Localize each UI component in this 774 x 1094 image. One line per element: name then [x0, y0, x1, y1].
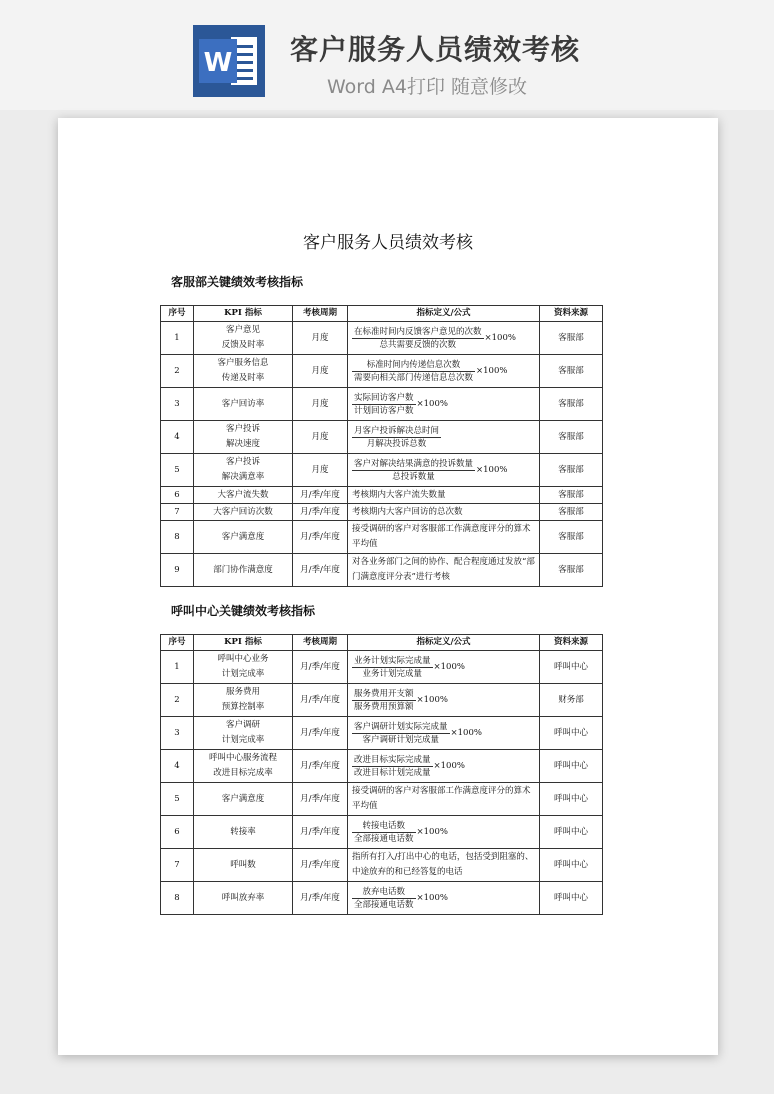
- definition: [348, 454, 540, 487]
- data-source: 客服部: [540, 521, 603, 554]
- multiplier: ×100%: [476, 366, 508, 376]
- kpi-name: [194, 882, 293, 915]
- data-source: 财务部: [540, 684, 603, 717]
- formula: [352, 458, 507, 483]
- definition: [348, 355, 540, 388]
- kpi-name: [194, 487, 293, 504]
- table-row: [161, 816, 603, 849]
- data-source: 呼叫中心: [540, 849, 603, 882]
- table-row: [161, 504, 603, 521]
- kpi-name-line: 改进目标完成率: [213, 768, 273, 778]
- numerator: 实际回访客户数: [354, 393, 414, 403]
- section-title-call-center: 呼叫中心关键绩效考核指标: [171, 604, 316, 618]
- kpi-name-line: 转接率: [230, 826, 256, 837]
- kpi-name-line: 客户调研: [225, 720, 260, 730]
- data-source: 客服部: [540, 554, 603, 587]
- row-number: 9: [161, 554, 194, 587]
- multiplier: ×100%: [433, 662, 465, 672]
- data-source: 呼叫中心: [540, 783, 603, 816]
- kpi-name: [194, 717, 293, 750]
- row-number: 7: [161, 504, 194, 521]
- review-period: 月/季/年度: [293, 816, 348, 849]
- multiplier: ×100%: [484, 333, 516, 343]
- numerator: 服务费用开支额: [354, 689, 414, 699]
- numerator: 客户对解决结果满意的投诉数量: [354, 459, 474, 469]
- review-period: 月度: [293, 355, 348, 388]
- numerator: 客户调研计划实际完成量: [354, 722, 448, 732]
- header-no: 序号: [161, 635, 194, 651]
- kpi-name-line: 解决满意率: [221, 472, 265, 482]
- data-source: 客服部: [540, 421, 603, 454]
- kpi-name-line: 呼叫中心服务流程: [208, 753, 277, 763]
- denominator: 全部接通电话数: [354, 834, 414, 844]
- numerator: 改进目标实际完成量: [354, 755, 431, 765]
- formula: [352, 721, 482, 746]
- denominator: 需要向相关部门传递信息总次数: [354, 373, 474, 383]
- data-source: 客服部: [540, 322, 603, 355]
- row-number: 3: [161, 388, 194, 421]
- kpi-name-line: 部门协作满意度: [213, 564, 273, 575]
- numerator: 在标准时间内反馈客户意见的次数: [354, 327, 482, 337]
- review-period: 月度: [293, 322, 348, 355]
- denominator: 总投诉数量: [392, 472, 435, 482]
- kpi-name: [194, 454, 293, 487]
- definition: 指所有打入/打出中心的电话，包括受到阻塞的、中途放弃的和已经答复的电话: [348, 849, 540, 882]
- header-kpi: KPI 指标: [194, 635, 293, 651]
- multiplier: ×100%: [450, 728, 482, 738]
- formula: [352, 820, 448, 845]
- document-title: 客户服务人员绩效考核: [303, 233, 473, 253]
- formula: [352, 326, 516, 351]
- header-definition: 指标定义/公式: [348, 635, 540, 651]
- formula: [352, 392, 448, 417]
- row-number: 1: [161, 651, 194, 684]
- row-number: 6: [161, 816, 194, 849]
- kpi-name: [194, 421, 293, 454]
- kpi-name-line: 大客户回访次数: [213, 506, 273, 517]
- fraction: [352, 721, 450, 746]
- definition: [348, 750, 540, 783]
- header-kpi: KPI 指标: [194, 306, 293, 322]
- kpi-table-call-center: [160, 634, 603, 915]
- row-number: 8: [161, 882, 194, 915]
- kpi-name: [194, 355, 293, 388]
- row-number: 2: [161, 684, 194, 717]
- kpi-name-line: 客户满意度: [221, 793, 265, 804]
- row-number: 1: [161, 322, 194, 355]
- banner-subtitle: Word A4打印 随意修改: [327, 76, 528, 98]
- kpi-name: [194, 554, 293, 587]
- kpi-name: [194, 504, 293, 521]
- data-source: 客服部: [540, 504, 603, 521]
- fraction: [352, 754, 433, 779]
- kpi-name: [194, 750, 293, 783]
- denominator: 计划回访客户数: [354, 406, 414, 416]
- kpi-name: [194, 816, 293, 849]
- header-source: 资料来源: [540, 635, 603, 651]
- row-number: 2: [161, 355, 194, 388]
- definition: 接受调研的客户对客服部工作满意度评分的算术平均值: [348, 521, 540, 554]
- definition: 考核期内大客户流失数量: [348, 487, 540, 504]
- row-number: 6: [161, 487, 194, 504]
- numerator: 业务计划实际完成量: [354, 656, 431, 666]
- kpi-name: [194, 849, 293, 882]
- kpi-name-line: 客户意见: [225, 325, 260, 335]
- review-period: 月/季/年度: [293, 554, 348, 587]
- review-period: 月度: [293, 388, 348, 421]
- multiplier: ×100%: [416, 827, 448, 837]
- data-source: 客服部: [540, 355, 603, 388]
- table-row: [161, 882, 603, 915]
- fraction: [352, 392, 416, 417]
- table-header-row: [161, 635, 603, 651]
- formula: [352, 425, 441, 450]
- multiplier: ×100%: [416, 695, 448, 705]
- multiplier: ×100%: [416, 893, 448, 903]
- multiplier: ×100%: [476, 465, 508, 475]
- definition: [348, 717, 540, 750]
- row-number: 5: [161, 454, 194, 487]
- table-row: [161, 684, 603, 717]
- header-no: 序号: [161, 306, 194, 322]
- definition: [348, 816, 540, 849]
- data-source: 呼叫中心: [540, 816, 603, 849]
- table-header-row: [161, 306, 603, 322]
- table-row: [161, 454, 603, 487]
- table-row: [161, 651, 603, 684]
- numerator: 放弃电话数: [352, 886, 416, 899]
- data-source: 呼叫中心: [540, 882, 603, 915]
- denominator: 总共需要反馈的次数: [379, 340, 457, 350]
- kpi-name: [194, 783, 293, 816]
- word-document-icon: [193, 25, 265, 97]
- fraction: [352, 886, 416, 911]
- kpi-name-line: 传递及时率: [221, 373, 265, 383]
- kpi-name-line: 大客户流失数: [217, 489, 269, 500]
- review-period: 月/季/年度: [293, 849, 348, 882]
- fraction: [352, 326, 484, 351]
- denominator: 全部接通电话数: [354, 900, 414, 910]
- kpi-name: [194, 684, 293, 717]
- header-source: 资料来源: [540, 306, 603, 322]
- section-title-customer-service: 客服部关键绩效考核指标: [171, 275, 304, 289]
- data-source: 呼叫中心: [540, 717, 603, 750]
- definition: [348, 322, 540, 355]
- review-period: 月/季/年度: [293, 783, 348, 816]
- formula: [352, 359, 507, 384]
- numerator: 转接电话数: [352, 820, 416, 833]
- definition: [348, 684, 540, 717]
- table-row: [161, 554, 603, 587]
- review-period: 月/季/年度: [293, 882, 348, 915]
- fraction: [352, 458, 475, 483]
- kpi-name: [194, 521, 293, 554]
- formula: [352, 754, 465, 779]
- table-row: [161, 355, 603, 388]
- data-source: 客服部: [540, 454, 603, 487]
- data-source: 客服部: [540, 487, 603, 504]
- review-period: 月/季/年度: [293, 521, 348, 554]
- definition: 对各业务部门之间的协作、配合程度通过发放“部门满意度评分表”进行考核: [348, 554, 540, 587]
- multiplier: ×100%: [416, 399, 448, 409]
- denominator: 客户调研计划完成量: [362, 735, 440, 745]
- kpi-name: [194, 388, 293, 421]
- fraction: [352, 688, 416, 713]
- table-row: [161, 717, 603, 750]
- kpi-name-line: 服务费用: [225, 687, 260, 697]
- denominator: 改进目标计划完成量: [354, 768, 431, 778]
- header-period: 考核周期: [293, 635, 348, 651]
- row-number: 3: [161, 717, 194, 750]
- review-period: 月/季/年度: [293, 684, 348, 717]
- kpi-name-line: 反馈及时率: [221, 340, 265, 350]
- data-source: 客服部: [540, 388, 603, 421]
- row-number: 8: [161, 521, 194, 554]
- definition: 接受调研的客户对客服部工作满意度评分的算术平均值: [348, 783, 540, 816]
- table-row: [161, 783, 603, 816]
- header-period: 考核周期: [293, 306, 348, 322]
- review-period: 月度: [293, 421, 348, 454]
- table-row: [161, 388, 603, 421]
- kpi-name-line: 客户服务信息: [217, 358, 269, 368]
- review-period: 月度: [293, 454, 348, 487]
- kpi-table-customer-service: [160, 305, 603, 587]
- svg-text:W: W: [203, 48, 233, 78]
- kpi-name-line: 解决速度: [225, 439, 260, 449]
- row-number: 4: [161, 750, 194, 783]
- table-row: [161, 521, 603, 554]
- kpi-name-line: 呼叫中心业务: [217, 654, 269, 664]
- review-period: 月/季/年度: [293, 717, 348, 750]
- numerator: 月客户投诉解决总时间: [354, 426, 440, 436]
- kpi-name-line: 呼叫数: [230, 859, 256, 870]
- row-number: 5: [161, 783, 194, 816]
- definition: [348, 388, 540, 421]
- definition: [348, 882, 540, 915]
- table-row: [161, 750, 603, 783]
- numerator: 标准时间内传递信息次数: [352, 359, 475, 372]
- fraction: [352, 425, 441, 450]
- banner-title: 客户服务人员绩效考核: [290, 33, 581, 66]
- row-number: 4: [161, 421, 194, 454]
- definition: [348, 651, 540, 684]
- fraction: [352, 655, 433, 680]
- formula: [352, 688, 448, 713]
- definition: [348, 421, 540, 454]
- formula: [352, 655, 465, 680]
- denominator: 服务费用预算额: [354, 702, 414, 712]
- multiplier: ×100%: [433, 761, 465, 771]
- review-period: 月/季/年度: [293, 750, 348, 783]
- table-row: [161, 487, 603, 504]
- kpi-name-line: 预算控制率: [221, 702, 265, 712]
- kpi-name: [194, 651, 293, 684]
- banner: [0, 0, 774, 110]
- table-row: [161, 849, 603, 882]
- kpi-name-line: 计划完成率: [221, 669, 265, 679]
- kpi-name-line: 客户回访率: [221, 398, 265, 409]
- table-row: [161, 322, 603, 355]
- kpi-name-line: 呼叫放弃率: [221, 892, 265, 903]
- review-period: 月/季/年度: [293, 487, 348, 504]
- denominator: 月解决投诉总数: [366, 439, 427, 449]
- header-definition: 指标定义/公式: [348, 306, 540, 322]
- denominator: 业务计划完成量: [362, 669, 423, 679]
- data-source: 呼叫中心: [540, 651, 603, 684]
- table-row: [161, 421, 603, 454]
- kpi-name-line: 客户投诉: [225, 424, 260, 434]
- review-period: 月/季/年度: [293, 651, 348, 684]
- fraction: [352, 820, 416, 845]
- kpi-name-line: 客户投诉: [225, 457, 260, 467]
- kpi-name-line: 计划完成率: [221, 735, 265, 745]
- kpi-name-line: 客户满意度: [221, 531, 265, 542]
- document-page: [58, 118, 718, 1055]
- fraction: [352, 359, 475, 384]
- review-period: 月/季/年度: [293, 504, 348, 521]
- formula: [352, 886, 448, 911]
- kpi-name: [194, 322, 293, 355]
- definition: 考核期内大客户回访的总次数: [348, 504, 540, 521]
- data-source: 呼叫中心: [540, 750, 603, 783]
- row-number: 7: [161, 849, 194, 882]
